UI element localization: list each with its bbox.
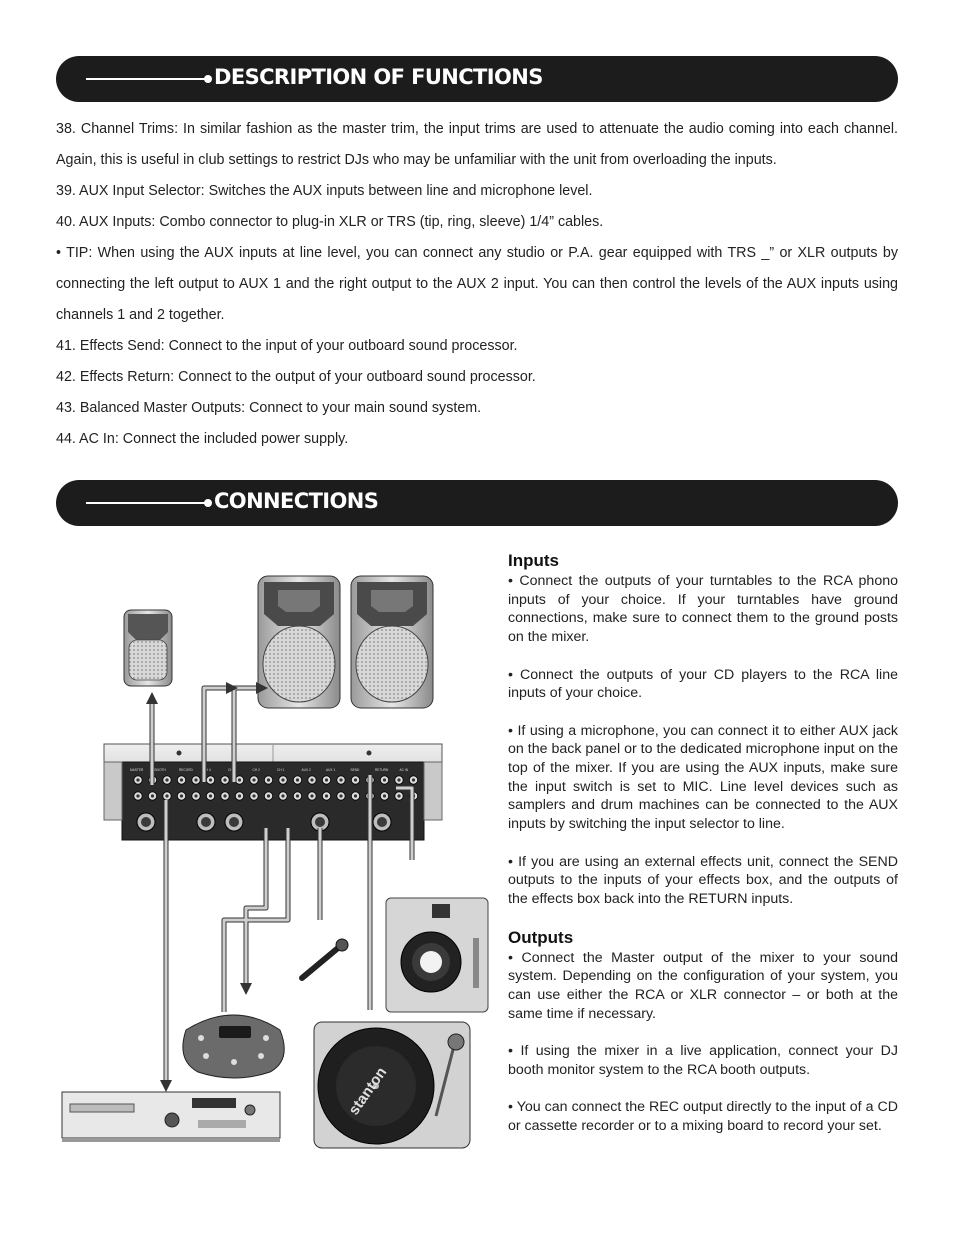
section-title-connections: CONNECTIONS [214,489,379,513]
mixer-label: CH 3 [228,768,236,772]
inputs-paragraph: • Connect the outputs of your CD players to the RCA line inputs of your choice. [508,666,898,702]
function-item: 44. AC In: Connect the included power supply. [56,431,349,447]
connections-text [508,550,898,1136]
mixer-label: BOOTH [154,768,166,772]
mixer-label: AC IN [399,768,409,772]
cd-player [386,898,488,1012]
mixer-rear-panel [104,744,442,840]
main-speaker-left [258,576,340,708]
function-item: 43. Balanced Master Outputs: Connect to your main sound system. [56,400,482,416]
functions-list [56,114,898,455]
effects-processor [183,1015,284,1078]
microphone [302,939,348,978]
cd-recorder [62,1092,280,1142]
function-item: 40. AUX Inputs: Combo connector to plug-in XLR or TRS (tip, ring, sleeve) 1/4” cables. [56,214,604,230]
function-item: • TIP: When using the AUX inputs at line level, you can connect any studio or P.A. gear equipped with TRS _” or XLR outputs by connecting the left output to AUX 1 and the right output to the AUX 2 input. You can then control the levels of the AUX inputs using channels 1 and 2 together. [56,245,898,323]
banner-rule [86,78,208,80]
inputs-paragraph: • If you are using an external effects unit, connect the SEND outputs to the inputs of your effects box, and the outputs of the effects box back into the RETURN inputs. [508,853,898,907]
mixer-label: CH 2 [252,768,260,772]
section-title-functions: DESCRIPTION OF FUNCTIONS [214,65,543,89]
outputs-heading: Outputs [508,927,574,947]
connection-diagram [56,560,502,1160]
inputs-heading: Inputs [508,551,559,570]
main-speaker-right [351,576,433,708]
function-item: 41. Effects Send: Connect to the input of your outboard sound processor. [56,338,518,354]
turntable [314,1022,470,1148]
mixer-label: AUX 1 [326,768,336,772]
outputs-paragraph: • You can connect the REC output directly to the input of a CD or cassette recorder or to a mixing board to record your set. [508,1099,898,1134]
section-banner-functions [56,56,898,102]
banner-dot [204,499,212,507]
section-banner-connections [56,480,898,526]
mixer-label: MASTER [130,768,144,772]
function-item: 38. Channel Trims: In similar fashion as the master trim, the input trims are used to attenuate the audio coming into each channel. Again, this is useful in club settings to restrict DJs who may be unfamiliar with the unit from overloading the inputs. [56,121,898,168]
outputs-paragraph: • Connect the Master output of the mixer to your sound system. Depending on the configuration of your system, you can use either the RCA or XLR connector – or both at the same time if necessary. [508,949,898,1022]
banner-dot [204,75,212,83]
function-item: 39. AUX Input Selector: Switches the AUX inputs between line and microphone level. [56,183,593,199]
inputs-paragraph: • Connect the outputs of your turntables to the RCA phono inputs of your choice. If your turntables have ground connections, make sure to connect them to the ground posts on the mixer. [508,573,898,646]
mixer-label: SEND [350,768,360,772]
function-item: 42. Effects Return: Connect to the output of your outboard sound processor. [56,369,536,385]
mixer-label: CH 1 [277,768,285,772]
mixer-label: CH 4 [203,768,211,772]
monitor-speaker [124,610,172,686]
banner-rule [86,502,208,504]
mixer-label: RECORD [179,768,193,772]
outputs-paragraph: • If using the mixer in a live application, connect your DJ booth monitor system to the RCA booth outputs. [508,1043,898,1078]
mixer-label: AUX 2 [301,768,311,772]
mixer-label: RETURN [375,768,389,772]
inputs-paragraph: • If using a microphone, you can connect it to either AUX jack on the back panel or to the dedicated microphone input on the top of the mixer. If you are using the AUX inputs, make sure the input switch is set to MIC. Line level devices such as samplers and drum machines can be connected to the AUX inputs by switching the input selector to line. [508,722,898,833]
turntable-brand-label: stanton [345,1064,391,1119]
